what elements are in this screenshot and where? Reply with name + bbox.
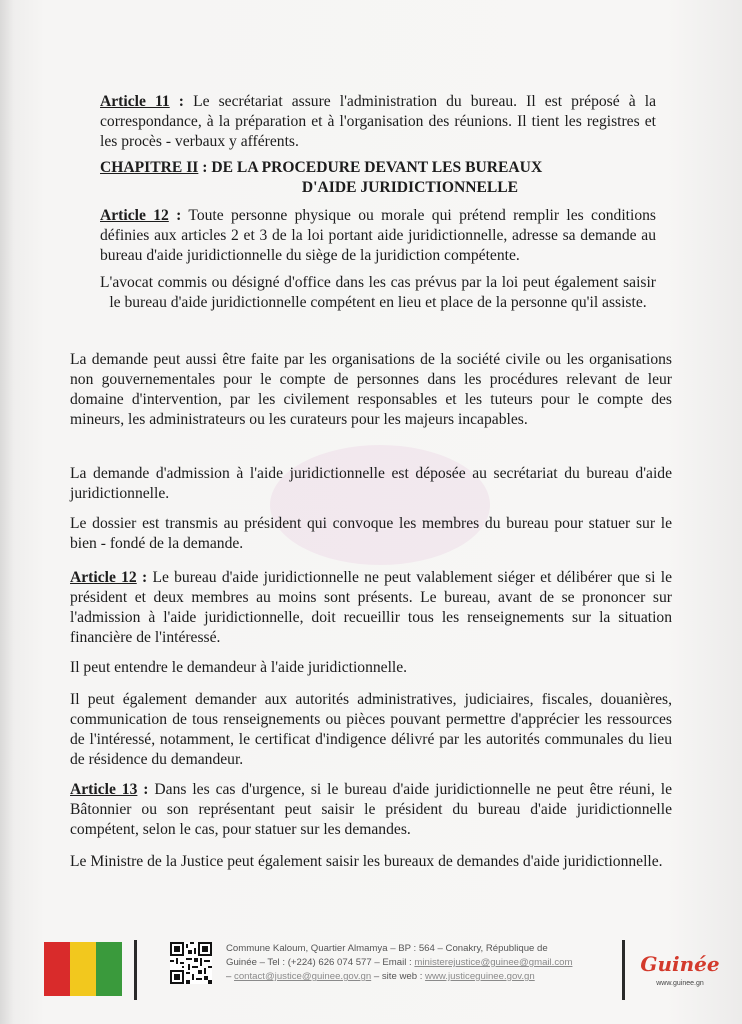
article-13 bbox=[70, 780, 672, 840]
footer-divider-right bbox=[622, 940, 625, 1000]
footer-address bbox=[226, 942, 610, 984]
article-11-text: Le secrétariat assure l'administration du bureau. Il est préposé à la correspondance, à la préparation et à l'organisation des réunions. Il tient les registres et les procès - verbaux y afférents. bbox=[100, 93, 656, 150]
chapter-label: CHAPITRE II bbox=[100, 159, 199, 176]
paragraph-demande-admission: La demande d'admission à l'aide juridictionnelle est déposée au secrétariat du bureau d'aide juridictionnelle. bbox=[70, 465, 672, 502]
paragraph-dossier: Le dossier est transmis au président qui convoque les membres du bureau pour statuer sur le bien - fondé de la demande. bbox=[70, 515, 672, 552]
article-12-first bbox=[100, 206, 656, 266]
address-line-1: Commune Kaloum, Quartier Almamya – BP : 564 – Conakry, République de bbox=[226, 943, 548, 954]
qr-code-icon bbox=[170, 942, 212, 984]
article-12-first-text: Toute personne physique ou morale qui prétend remplir les conditions définies aux articles 2 et 3 de la loi portant aide juridictionnelle, adresse sa demande au bureau d'aide juridictionnelle du siège de la juridiction compétente. bbox=[100, 207, 657, 264]
article-12-second-sep: : bbox=[136, 569, 148, 586]
paragraph-avocat: L'avocat commis ou désigné d'office dans les cas prévus par la loi peut également saisir le bureau d'aide juridictionnelle compétent en lieu et place de la personne qu'il assiste. bbox=[100, 274, 656, 311]
watermark-emblem bbox=[260, 430, 500, 580]
address-line-3-sep: – bbox=[226, 971, 235, 982]
article-12-second-label: Article 12 bbox=[70, 569, 137, 586]
chapter-sep: : bbox=[198, 159, 208, 176]
article-13-sep: : bbox=[137, 781, 149, 798]
guinea-flag-icon bbox=[44, 942, 122, 996]
paragraph-ministre: Le Ministre de la Justice peut également saisir les bureaux de demandes d'aide juridictionnelle. bbox=[70, 853, 663, 870]
email-link-2[interactable]: contact@justice@guinee.gov.gn bbox=[234, 971, 372, 982]
guinee-brand-logo bbox=[640, 948, 720, 994]
chapter-title-line1: DE LA PROCEDURE DEVANT LES BUREAUX bbox=[207, 159, 543, 176]
chapter-title-line2: D'AIDE JURIDICTIONNELLE bbox=[301, 179, 519, 196]
site-web-label: – site web : bbox=[371, 971, 426, 982]
article-12-first-label: Article 12 bbox=[100, 207, 169, 224]
page-shadow bbox=[0, 0, 14, 1024]
article-13-label: Article 13 bbox=[70, 781, 138, 798]
paragraph-egalement: Il peut également demander aux autorités administratives, judiciaires, fiscales, douanières, communication de tous renseignements ou pièces pouvant permettre d'apprécier les ressources de l'intéressé, notamment, le certificat d'indigence délivré par les autorités communales du lieu de résidence du demandeur. bbox=[70, 691, 672, 768]
page-footer bbox=[0, 930, 742, 1024]
paragraph-demande-aussi: La demande peut aussi être faite par les organisations de la société civile ou les organisations non gouvernementales pour le compte de personnes dans les procédures relevant de leur domaine d'intervention, par les civilement responsables et les tuteurs pour le compte des mineurs, les administrateurs ou les curateurs pour les majeurs incapables. bbox=[70, 351, 672, 428]
address-line-2: Guinée – Tel : (+224) 626 074 577 – Email : bbox=[226, 957, 415, 968]
article-11-sep: : bbox=[169, 93, 184, 110]
article-11 bbox=[100, 92, 656, 152]
email-link-1[interactable]: ministerejustice@guinee@gmail.com bbox=[414, 957, 573, 968]
flag-stripe-green bbox=[96, 942, 122, 996]
brand-url: www.guinee.gn bbox=[656, 980, 704, 987]
flag-stripe-red bbox=[44, 942, 70, 996]
chapter-heading bbox=[100, 158, 660, 198]
article-11-label: Article 11 bbox=[100, 93, 170, 110]
footer-divider-left bbox=[134, 940, 137, 1000]
article-12-first-sep: : bbox=[168, 207, 182, 224]
paragraph-entendre: Il peut entendre le demandeur à l'aide juridictionnelle. bbox=[70, 659, 408, 676]
article-12-second bbox=[70, 568, 672, 648]
article-13-text: Dans les cas d'urgence, si le bureau d'aide juridictionnelle ne peut être réuni, le Bâtonnier ou son représentant peut saisir le président du bureau d'aide juridictionnelle compétent, selon le cas, pour statuer sur les demandes. bbox=[70, 781, 673, 838]
website-link[interactable]: www.justiceguinee.gov.gn bbox=[425, 971, 535, 982]
article-12-second-text: Le bureau d'aide juridictionnelle ne peut valablement siéger et délibérer que si le président et deux membres au moins sont présents. Le bureau, avant de se prononcer sur l'admission à l'aide juridictionnelle, doit recueillir tous les renseignements sur la situation financière de l'intéressé. bbox=[70, 569, 673, 646]
flag-stripe-yellow bbox=[70, 942, 96, 996]
brand-name: Guinée bbox=[640, 952, 720, 976]
